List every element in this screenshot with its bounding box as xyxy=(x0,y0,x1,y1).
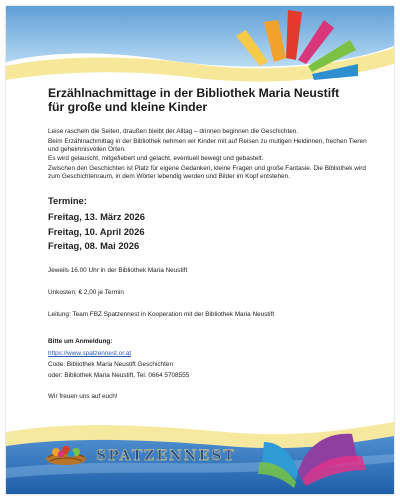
date-item: Freitag, 08. Mai 2026 xyxy=(48,239,140,251)
header-decoration xyxy=(6,6,394,96)
date-item: Freitag, 13. März 2026 xyxy=(48,211,145,223)
flyer-content xyxy=(48,86,378,401)
flyer-page xyxy=(6,6,394,494)
registration-link[interactable]: https://www.spatzennest.or.at xyxy=(48,350,132,358)
date-item: Freitag, 10. April 2026 xyxy=(48,225,145,237)
registration-heading: Bitte um Anmeldung: xyxy=(48,338,113,346)
dates-heading: Termine: xyxy=(48,195,87,207)
title-line: Erzählnachmittage in der Bibliothek Maria Neustift xyxy=(48,86,340,100)
registration-phone: oder: Bibliothek Maria Neustift, Tel. 0664 5708555 xyxy=(48,372,190,380)
title-line: für große und kleine Kinder xyxy=(48,100,208,114)
intro-text xyxy=(48,128,378,181)
time-location: Jeweils 16.00 Uhr in der Bibliothek Maria Neustift xyxy=(48,267,188,275)
dates-section xyxy=(48,195,378,253)
leadership-info: Leitung: Team FBZ Spatzennest in Kooperation mit der Bibliothek Maria Neustift xyxy=(48,311,275,319)
cost-info: Unkosten: € 2,00 je Termin xyxy=(48,289,124,297)
nest-logo-icon xyxy=(42,440,262,466)
registration-code: Code: Bibliothek Maria Neustift Geschichten xyxy=(48,361,174,369)
logo-lettering: SPATZENNEST xyxy=(96,448,236,464)
intro-paragraph: Es wird gelauscht, mitgefiebert und gelacht, eventuell bewegt und gebastelt. xyxy=(48,155,264,163)
intro-paragraph: Leise rascheln die Seiten, draußen bleibt der Alltag – drinnen beginnen die Geschichten. xyxy=(48,128,299,135)
intro-paragraph: Beim Erzählnachmittag in der Bibliothek nehmen wir Kinder mit auf Reisen zu mutigen Heldinnen, frechen Tieren und geheimnisvollen Orten. xyxy=(48,137,367,153)
spatzennest-logo xyxy=(42,440,262,466)
closing-text: Wir freuen uns auf euch! xyxy=(48,393,118,401)
flyer-title xyxy=(48,86,378,114)
intro-paragraph: Zwischen den Geschichten ist Platz für eigene Gedanken, kleine Fragen und große Fantasie. Die Bibliothek wird zum Geschichtenraum, in dem Wörter lebendig werden und Bilder im Kopf entstehen. xyxy=(48,165,366,181)
